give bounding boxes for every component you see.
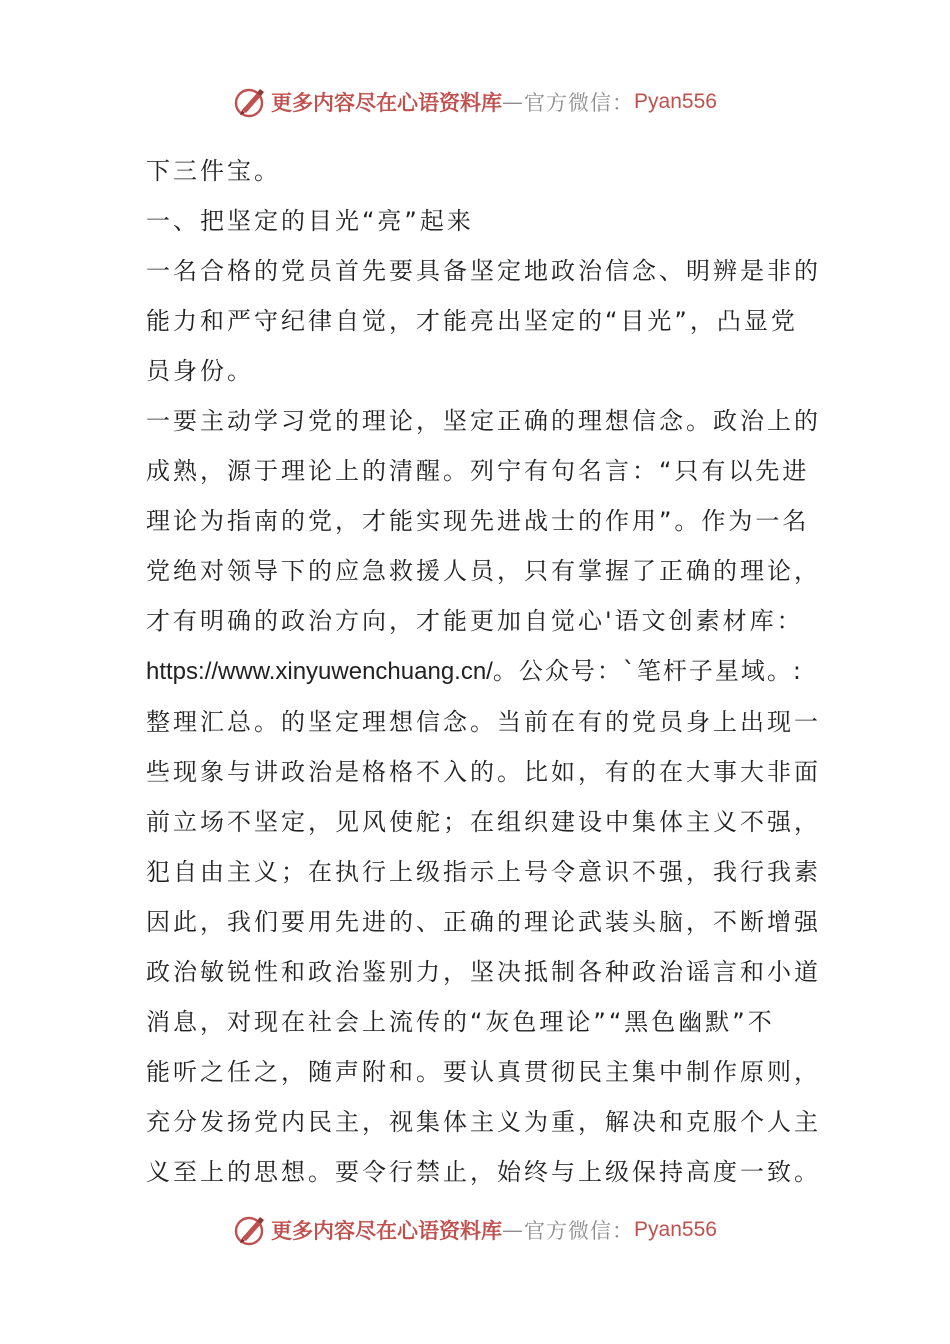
url-suffix: 。公众号：`笔杆子星域。: <box>492 657 803 685</box>
banner-dash: — <box>502 1218 525 1242</box>
text-line: 消息，对现在社会上流传的“灰色理论”“黑色幽默”不 <box>146 1008 775 1036</box>
promo-text: 更多内容尽在心语资料库 <box>271 90 503 115</box>
header-banner <box>0 82 950 122</box>
text-line: 整理汇总。的坚定理想信念。当前在有的党员身上出现一 <box>146 708 821 736</box>
text-line: 才有明确的政治方向，才能更加自觉心'语文创素材库： <box>146 607 804 635</box>
text-line: 前立场不坚定，见风使舵；在组织建设中集体主义不强， <box>146 808 821 836</box>
text-line: 一要主动学习党的理论，坚定正确的理想信念。政治上的 <box>146 407 821 435</box>
text-line: 员身份。 <box>146 357 254 385</box>
website-url: https://www.xinyuwenchuang.cn/ <box>146 658 493 685</box>
wechat-id: Pyan556 <box>634 90 717 113</box>
text-line: 能听之任之，随声附和。要认真贯彻民主集中制作原则， <box>146 1058 821 1086</box>
pen-logo-icon <box>233 1213 267 1247</box>
pen-logo-icon <box>233 85 267 119</box>
text-line: 一名合格的党员首先要具备坚定地政治信念、明辨是非的 <box>146 257 821 285</box>
text-line: 政治敏锐性和政治鉴别力，坚决抵制各种政治谣言和小道 <box>146 958 821 986</box>
text-line: 些现象与讲政治是格格不入的。比如，有的在大事大非面 <box>146 758 821 786</box>
wechat-label: 官方微信： <box>524 91 635 115</box>
text-line: 能力和严守纪律自觉，才能亮出坚定的“目光”，凸显党 <box>146 307 798 335</box>
url-line <box>146 646 818 697</box>
text-line: 党绝对领导下的应急救援人员，只有掌握了正确的理论， <box>146 557 821 585</box>
text-line: 下三件宝。 <box>146 157 281 185</box>
footer-banner <box>0 1210 950 1250</box>
text-line: 因此，我们要用先进的、正确的理论武装头脑，不断增强 <box>146 908 821 936</box>
wechat-label: 官方微信： <box>524 1219 635 1243</box>
text-line: 充分发扬党内民主，视集体主义为重，解决和克服个人主 <box>146 1108 821 1136</box>
document-body <box>146 146 821 1197</box>
text-line: 成熟，源于理论上的清醒。列宁有句名言：“只有以先进 <box>146 457 810 485</box>
wechat-id: Pyan556 <box>634 1218 717 1241</box>
text-line: 义至上的思想。要令行禁止，始终与上级保持高度一致。 <box>146 1158 821 1186</box>
section-heading: 一、把坚定的目光“亮”起来 <box>146 207 474 235</box>
banner-dash: — <box>502 90 525 114</box>
promo-text: 更多内容尽在心语资料库 <box>271 1218 503 1243</box>
text-line: 理论为指南的党，才能实现先进战士的作用”。作为一名 <box>146 507 810 535</box>
text-line: 犯自由主义；在执行上级指示上号令意识不强，我行我素 <box>146 858 821 886</box>
